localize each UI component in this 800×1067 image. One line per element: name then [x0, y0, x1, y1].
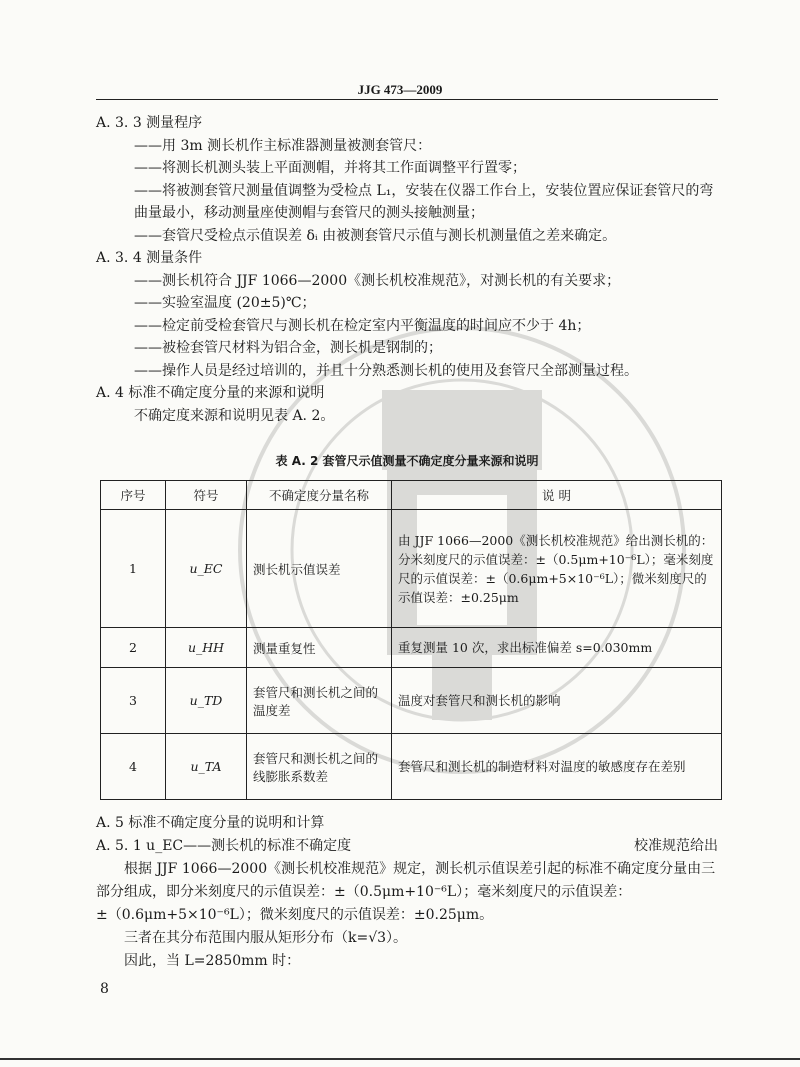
column-header-number: 序号: [101, 481, 166, 510]
section-heading-a34: A. 3. 4 测量条件: [96, 250, 203, 266]
cell-name: 套管尺和测长机之间的线膨胀系数差: [247, 734, 392, 800]
column-header-symbol: 符号: [166, 481, 247, 510]
cell-name: 套管尺和测长机之间的温度差: [247, 668, 392, 734]
cell-symbol: u_TA: [166, 734, 247, 800]
a51-heading-text: A. 5. 1 u_EC——测长机的标准不确定度: [96, 838, 352, 854]
table-header-row: [101, 481, 722, 510]
cell-description: 重复测量 10 次，求出标准偏差 s=0.030mm: [392, 628, 722, 668]
bottom-rule: [0, 1058, 800, 1060]
uncertainty-table: [100, 480, 722, 800]
paragraph: 三者在其分布范围内服从矩形分布（k=√3）。: [124, 930, 408, 946]
cell-symbol: u_TD: [166, 668, 247, 734]
standard-number-header: JJG 473—2009: [357, 82, 443, 97]
table-caption: 表 A. 2 套管尺示值测量不确定度分量来源和说明: [275, 454, 539, 468]
cell-number: 3: [101, 668, 166, 734]
list-item: ——将测长机测头装上平面测帽，并将其工作面调整平行置零；: [134, 160, 526, 176]
cell-number: 2: [101, 628, 166, 668]
cell-description: 由 JJF 1066—2000《测长机校准规范》给出测长机的：分米刻度尺的示值误差：±（0.5μm+10⁻⁶L）；毫米刻度尺的示值误差：±（0.6μm+5×10⁻⁶L）；微米刻度尺的示值误差：±0.25μm: [392, 510, 722, 628]
cell-name: 测长机示值误差: [247, 510, 392, 628]
cell-symbol: u_EC: [166, 510, 247, 628]
section-heading-a4: A. 4 标准不确定度分量的来源和说明: [96, 385, 325, 401]
section-heading-a5: A. 5 标准不确定度分量的说明和计算: [96, 815, 325, 831]
table-row: [101, 668, 722, 734]
a51-source-note: 校准规范给出: [634, 838, 718, 854]
list-item: ——测长机符合 JJF 1066—2000《测长机校准规范》，对测长机的有关要求；: [134, 272, 621, 289]
cell-description: 温度对套管尺和测长机的影响: [392, 668, 722, 734]
column-header-name: 不确定度分量名称: [247, 481, 392, 510]
section-text-a4: 不确定度来源和说明见表 A. 2。: [134, 407, 335, 424]
main-text: [96, 112, 718, 427]
page-number: 8: [100, 981, 109, 997]
table-row: [101, 510, 722, 628]
cell-description: 套管尺和测长机的制造材料对温度的敏感度存在差别: [392, 734, 722, 800]
section-heading-a51: [96, 835, 718, 858]
section-heading-a33: A. 3. 3 测量程序: [96, 115, 203, 131]
list-item: ——检定前受检套管尺与测长机在检定室内平衡温度的时间应不少于 4h；: [134, 317, 591, 334]
cell-symbol: u_HH: [166, 628, 247, 668]
list-item: ——用 3m 测长机作主标准器测量被测套管尺：: [134, 137, 432, 154]
column-header-description: 说 明: [392, 481, 722, 510]
table-row: [101, 628, 722, 668]
header-rule: [96, 99, 718, 100]
list-item: ——套管尺受检点示值误差 δᵢ 由被测套管尺示值与测长机测量值之差来确定。: [134, 227, 617, 244]
list-item: ——被检套管尺材料为铝合金，测长机是钢制的；: [134, 340, 442, 356]
list-item: ——将被测套管尺测量值调整为受检点 L₁，安装在仪器工作台上，安装位置应保证套管尺的弯曲量最小，移动测量座使测帽与套管尺的测头接触测量；: [134, 182, 714, 221]
list-item: ——实验室温度 (20±5)℃；: [134, 295, 316, 311]
table-row: [101, 734, 722, 800]
section-a5: [96, 812, 718, 973]
cell-name: 测量重复性: [247, 628, 392, 668]
cell-number: 1: [101, 510, 166, 628]
cell-number: 4: [101, 734, 166, 800]
paragraph: 因此，当 L=2850mm 时：: [124, 953, 301, 969]
list-item: ——操作人员是经过培训的，并且十分熟悉测长机的使用及套管尺全部测量过程。: [134, 362, 638, 379]
paragraph: 根据 JJF 1066—2000《测长机校准规范》规定，测长机示值误差引起的标准不确定度分量由三部分组成，即分米刻度尺的示值误差：±（0.5μm+10⁻⁶L）；毫米刻度尺的示值误差：±（0.6μm+5×10⁻⁶L）；微米刻度尺的示值误差：±0.25μm。: [96, 861, 716, 923]
